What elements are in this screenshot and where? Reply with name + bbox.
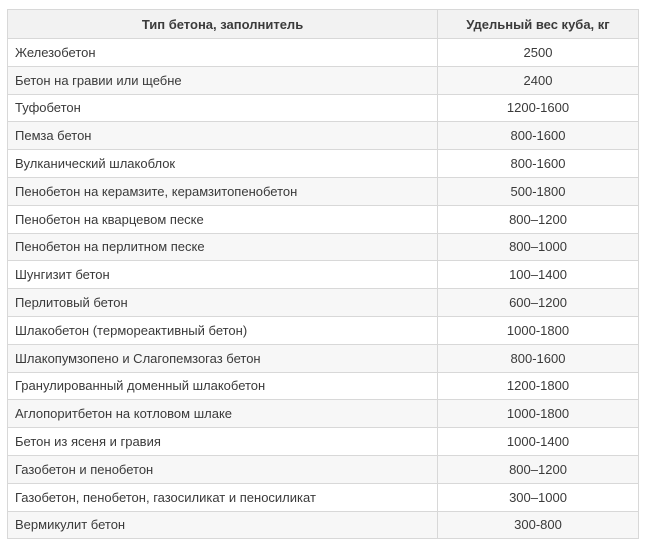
table-row bbox=[8, 289, 639, 317]
concrete-type-cell: Пемза бетон bbox=[8, 122, 438, 150]
table-row bbox=[8, 233, 639, 261]
unit-weight-cell: 1000-1800 bbox=[438, 316, 639, 344]
concrete-type-cell: Бетон на гравии или щебне bbox=[8, 66, 438, 94]
concrete-type-cell: Пенобетон на керамзите, керамзитопенобетон bbox=[8, 177, 438, 205]
table-row bbox=[8, 316, 639, 344]
unit-weight-cell: 300–1000 bbox=[438, 483, 639, 511]
unit-weight-cell: 1200-1600 bbox=[438, 94, 639, 122]
table-row bbox=[8, 372, 639, 400]
table-row bbox=[8, 428, 639, 456]
concrete-weight-table-container bbox=[7, 9, 638, 539]
concrete-type-cell: Вермикулит бетон bbox=[8, 511, 438, 539]
table-row bbox=[8, 400, 639, 428]
concrete-type-cell: Пенобетон на кварцевом песке bbox=[8, 205, 438, 233]
header-unit-weight: Удельный вес куба, кг bbox=[438, 10, 639, 39]
concrete-type-cell: Газобетон и пенобетон bbox=[8, 455, 438, 483]
unit-weight-cell: 1000-1800 bbox=[438, 400, 639, 428]
concrete-type-cell: Шунгизит бетон bbox=[8, 261, 438, 289]
unit-weight-cell: 800–1200 bbox=[438, 455, 639, 483]
table-row bbox=[8, 177, 639, 205]
table-row bbox=[8, 66, 639, 94]
table-row bbox=[8, 261, 639, 289]
unit-weight-cell: 800–1200 bbox=[438, 205, 639, 233]
table-row bbox=[8, 344, 639, 372]
table-row bbox=[8, 39, 639, 67]
unit-weight-cell: 600–1200 bbox=[438, 289, 639, 317]
header-concrete-type: Тип бетона, заполнитель bbox=[8, 10, 438, 39]
table-row bbox=[8, 94, 639, 122]
concrete-weight-table bbox=[7, 9, 639, 539]
table-row bbox=[8, 122, 639, 150]
unit-weight-cell: 2500 bbox=[438, 39, 639, 67]
table-header-row bbox=[8, 10, 639, 39]
concrete-type-cell: Пенобетон на перлитном песке bbox=[8, 233, 438, 261]
unit-weight-cell: 800–1000 bbox=[438, 233, 639, 261]
unit-weight-cell: 300-800 bbox=[438, 511, 639, 539]
table-row bbox=[8, 455, 639, 483]
concrete-type-cell: Железобетон bbox=[8, 39, 438, 67]
table-row bbox=[8, 205, 639, 233]
unit-weight-cell: 100–1400 bbox=[438, 261, 639, 289]
concrete-type-cell: Гранулированный доменный шлакобетон bbox=[8, 372, 438, 400]
unit-weight-cell: 2400 bbox=[438, 66, 639, 94]
unit-weight-cell: 1000-1400 bbox=[438, 428, 639, 456]
concrete-type-cell: Вулканический шлакоблок bbox=[8, 150, 438, 178]
concrete-type-cell: Бетон из ясеня и гравия bbox=[8, 428, 438, 456]
unit-weight-cell: 800-1600 bbox=[438, 122, 639, 150]
concrete-type-cell: Аглопоритбетон на котловом шлаке bbox=[8, 400, 438, 428]
concrete-type-cell: Шлакобетон (термореактивный бетон) bbox=[8, 316, 438, 344]
concrete-type-cell: Газобетон, пенобетон, газосиликат и пеносиликат bbox=[8, 483, 438, 511]
unit-weight-cell: 800-1600 bbox=[438, 150, 639, 178]
concrete-type-cell: Шлакопумзопено и Слагопемзогаз бетон bbox=[8, 344, 438, 372]
table-row bbox=[8, 511, 639, 539]
table-row bbox=[8, 150, 639, 178]
table-row bbox=[8, 483, 639, 511]
unit-weight-cell: 500-1800 bbox=[438, 177, 639, 205]
unit-weight-cell: 1200-1800 bbox=[438, 372, 639, 400]
concrete-type-cell: Туфобетон bbox=[8, 94, 438, 122]
unit-weight-cell: 800-1600 bbox=[438, 344, 639, 372]
concrete-type-cell: Перлитовый бетон bbox=[8, 289, 438, 317]
